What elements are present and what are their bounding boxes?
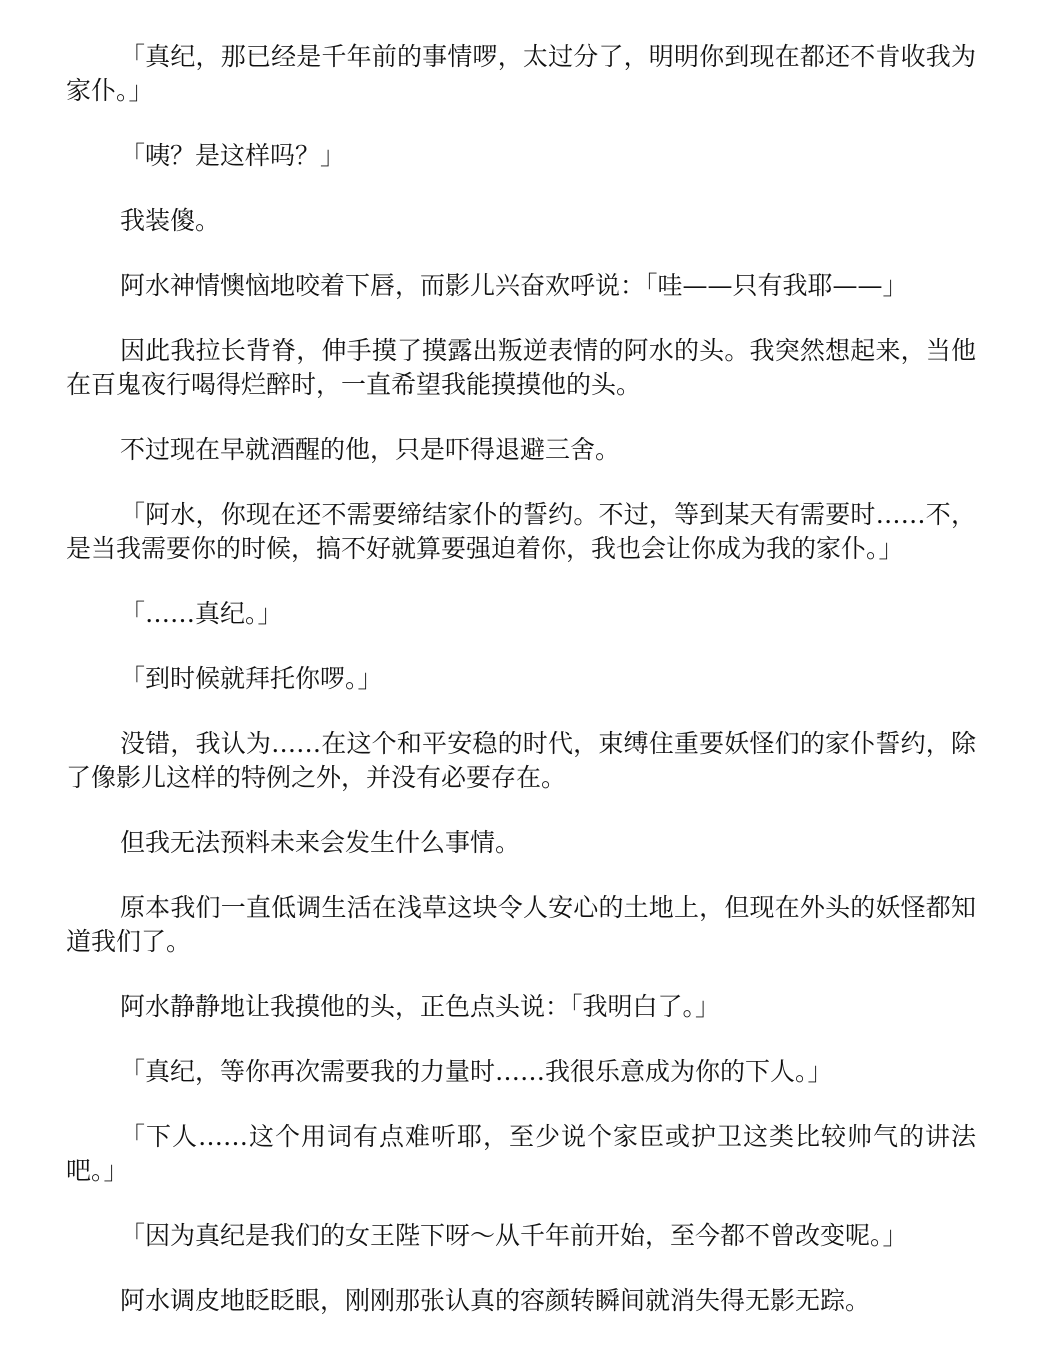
paragraph: 原本我们一直低调生活在浅草这块令人安心的土地上，但现在外头的妖怪都知道我们了。 [66,893,976,956]
paragraph: 「真纪，等你再次需要我的力量时……我很乐意成为你的下人。」 [120,1057,833,1086]
paragraph: 阿水调皮地眨眨眼，刚刚那张认真的容颜转瞬间就消失得无影无踪。 [120,1286,871,1315]
paragraph: 「……真纪。」 [120,599,283,628]
paragraph: 没错，我认为……在这个和平安稳的时代，束缚住重要妖怪们的家仆誓约，除了像影儿这样的特例之外，并没有必要存在。 [66,729,976,792]
paragraph: 因此我拉长背脊，伸手摸了摸露出叛逆表情的阿水的头。我突然想起来，当他在百鬼夜行喝得烂醉时，一直希望我能摸摸他的头。 [66,336,976,399]
paragraph: 「阿水，你现在还不需要缔结家仆的誓约。不过，等到某天有需要时……不，是当我需要你的时候，搞不好就算要强迫着你，我也会让你成为我的家仆。」 [66,500,976,563]
paragraph: 「下人……这个用词有点难听耶，至少说个家臣或护卫这类比较帅气的讲法吧。」 [66,1122,976,1185]
paragraph: 「咦？是这样吗？」 [120,141,346,170]
paragraph: 但我无法预料未来会发生什么事情。 [120,828,521,857]
paragraph: 「到时候就拜托你啰。」 [120,664,383,693]
paragraph: 我装傻。 [120,206,221,235]
paragraph: 「因为真纪是我们的女王陛下呀～从千年前开始，至今都不曾改变呢。」 [120,1221,908,1250]
paragraph: 「真纪，那已经是千年前的事情啰，太过分了，明明你到现在都还不肯收我为家仆。」 [66,42,976,105]
paragraph: 阿水神情懊恼地咬着下唇，而影儿兴奋欢呼说：「哇——只有我耶——」 [120,271,908,300]
paragraph: 不过现在早就酒醒的他，只是吓得退避三舍。 [120,435,621,464]
document-page [66,40,976,1349]
paragraph: 阿水静静地让我摸他的头，正色点头说：「我明白了。」 [120,992,721,1021]
